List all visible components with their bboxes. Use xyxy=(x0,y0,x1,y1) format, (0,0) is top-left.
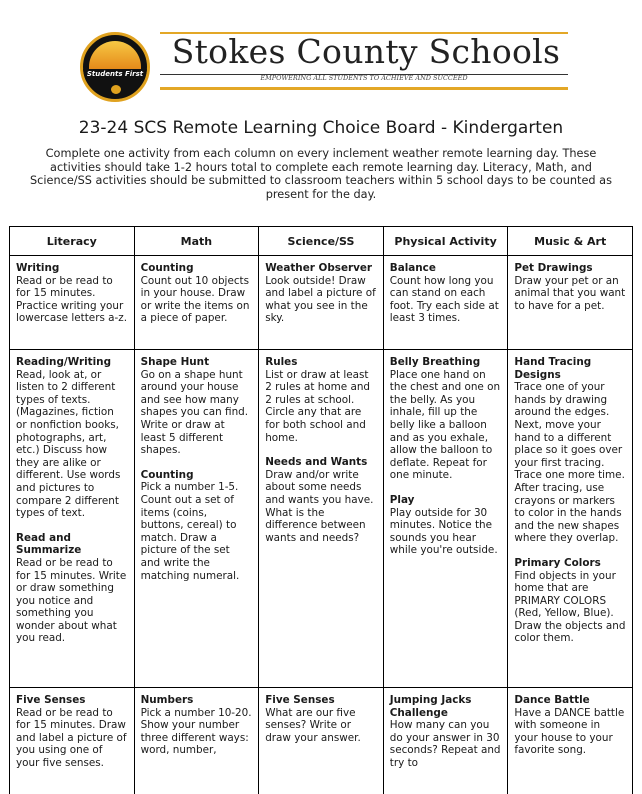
column-header-physical-activity: Physical Activity xyxy=(383,227,508,256)
activity-title: Five Senses xyxy=(16,694,86,706)
column-header-row xyxy=(10,227,633,256)
column-header-literacy: Literacy xyxy=(10,227,135,256)
activity xyxy=(265,356,377,444)
activity-description: Draw your pet or an animal that you want to have for a pet. xyxy=(514,274,626,312)
activity-title: Reading/Writing xyxy=(16,356,112,368)
board-cell xyxy=(259,350,384,688)
activity xyxy=(514,557,626,645)
activity xyxy=(16,532,128,645)
board-cell xyxy=(508,688,633,794)
board-cell xyxy=(10,256,135,350)
activity-title: Needs and Wants xyxy=(265,456,368,469)
activity-title: Counting xyxy=(140,262,194,274)
activity xyxy=(390,356,502,482)
activity-title: Pet Drawings xyxy=(514,262,593,274)
board-cell xyxy=(10,688,135,794)
activity-title: Numbers xyxy=(140,694,194,706)
board-cell xyxy=(134,256,259,350)
activity-title: Hand Tracing Designs xyxy=(514,356,592,381)
activity-description: Pick a number 1-5. Count out a set of items (coins, buttons, cereal) to match. Draw a picture of the set and write the matching numeral. xyxy=(140,481,240,582)
activity xyxy=(265,262,377,325)
activity-description: Have a DANCE battle with someone in your house to your favorite song. xyxy=(514,706,625,757)
activity-title: Play xyxy=(389,493,415,506)
org-name: Stokes County Schools xyxy=(171,32,561,71)
activity-title: Writing xyxy=(16,262,60,274)
activity xyxy=(390,494,502,557)
activity-title: Five Senses xyxy=(265,694,335,706)
activity xyxy=(390,262,502,325)
activity xyxy=(16,262,128,325)
choice-board-body xyxy=(10,256,633,794)
district-logo xyxy=(80,32,150,102)
activity xyxy=(265,694,377,744)
activity-description: Read, look at, or listen to 2 different types of texts. (Magazines, fiction or nonfiction books, photographs, art, etc.) Discuss how they are alike or different. Use words and pictures to compare 2 different types of text. xyxy=(16,368,121,520)
activity-description: Find objects in your home that are PRIMARY COLORS (Red, Yellow, Blue). Draw the objects and color them. xyxy=(514,569,626,645)
activity-description: How many can you do your answer in 30 seconds? Repeat and try to xyxy=(389,719,501,769)
activity xyxy=(141,469,253,582)
activity-description: Count out 10 objects in your house. Draw or write the items on a piece of paper. xyxy=(140,274,250,325)
table-row xyxy=(10,256,633,350)
activity xyxy=(514,356,626,545)
activity-description: What are our five senses? Write or draw your answer. xyxy=(265,706,361,744)
activity-description: Look outside! Draw and label a picture of what you see in the sky. xyxy=(265,274,376,325)
activity xyxy=(141,262,253,325)
sunrise-icon xyxy=(89,41,141,69)
column-header-science-ss: Science/SS xyxy=(259,227,384,256)
activity-description: Pick a number 10-20. Show your number three different ways: word, number, xyxy=(140,706,252,757)
activity-description: Place one hand on the chest and one on the belly. As you inhale, fill up the belly like a balloon and as you exhale, allow the balloon to deflate. Repeat for one minute. xyxy=(389,368,501,482)
activity xyxy=(265,456,377,544)
activity xyxy=(514,694,626,757)
activity-title: Jumping Jacks Challenge xyxy=(389,694,472,719)
activity-title: Shape Hunt xyxy=(140,356,210,368)
activity xyxy=(16,694,128,770)
activity-title: Balance xyxy=(389,262,436,274)
board-cell xyxy=(508,256,633,350)
page-title: 23-24 SCS Remote Learning Choice Board - Kindergarten xyxy=(78,118,564,138)
apple-icon xyxy=(111,85,121,94)
activity-description: Read or be read to for 15 minutes. Write or draw something you notice and something you wonder about what you read. xyxy=(16,556,127,645)
board-cell xyxy=(383,256,508,350)
board-cell xyxy=(383,688,508,794)
board-cell xyxy=(259,688,384,794)
tagline: EMPOWERING ALL STUDENTS TO ACHIEVE AND SUCCEED xyxy=(260,74,468,82)
gold-rule-bottom xyxy=(160,87,568,90)
activity-title: Weather Observer xyxy=(265,262,373,274)
activity-title: Dance Battle xyxy=(514,694,590,706)
board-cell xyxy=(259,256,384,350)
column-header-music-art: Music & Art xyxy=(508,227,633,256)
logo-text: Students First xyxy=(86,70,144,78)
activity-title: Primary Colors xyxy=(514,556,601,569)
instructions: Complete one activity from each column on every inclement weather remote learning day. These activities should take 1-2 hours total to complete each remote learning day. Literacy, Math, and Science/SS activities should be submitted to classroom teachers within 5 school days to be counted as present for the day. xyxy=(30,147,612,201)
activity-title: Belly Breathing xyxy=(389,356,481,368)
activity xyxy=(141,694,253,757)
activity-title: Rules xyxy=(265,356,298,368)
activity xyxy=(141,356,253,457)
activity xyxy=(390,694,502,770)
board-cell xyxy=(134,688,259,794)
activity-description: List or draw at least 2 rules at home and 2 rules at school. Circle any that are for both school and home. xyxy=(265,368,371,444)
activity xyxy=(16,356,128,520)
activity-description: Go on a shape hunt around your house and see how many shapes you can find. Write or draw at least 5 different shapes. xyxy=(140,368,249,457)
column-header-math: Math xyxy=(134,227,259,256)
activity-description: Read or be read to for 15 minutes. Draw and label a picture of you using one of your five senses. xyxy=(16,706,127,769)
activity-description: Trace one of your hands by drawing around the edges. Next, move your hand to a different place so it goes over your first tracing. Trace one more time. After tracing, use crayons or markers to color in the hands and the new shapes where they overlap. xyxy=(514,381,625,545)
activity-title: Read and Summarize xyxy=(16,531,82,557)
board-cell xyxy=(383,350,508,688)
activity xyxy=(514,262,626,312)
letterhead xyxy=(0,0,642,110)
board-cell xyxy=(134,350,259,688)
board-cell xyxy=(508,350,633,688)
activity-description: Read or be read to for 15 minutes. Practice writing your lowercase letters a-z. xyxy=(16,274,128,325)
board-cell xyxy=(10,350,135,688)
activity-title: Counting xyxy=(140,468,194,481)
table-row xyxy=(10,350,633,688)
choice-board-table xyxy=(9,226,633,794)
activity-description: Count how long you can stand on each foot. Try each side at least 3 times. xyxy=(389,274,499,325)
table-row xyxy=(10,688,633,794)
activity-description: Draw and/or write about some needs and wants you have. What is the difference between wants and needs? xyxy=(265,468,374,544)
activity-description: Play outside for 30 minutes. Notice the sounds you hear while you're outside. xyxy=(389,506,498,557)
